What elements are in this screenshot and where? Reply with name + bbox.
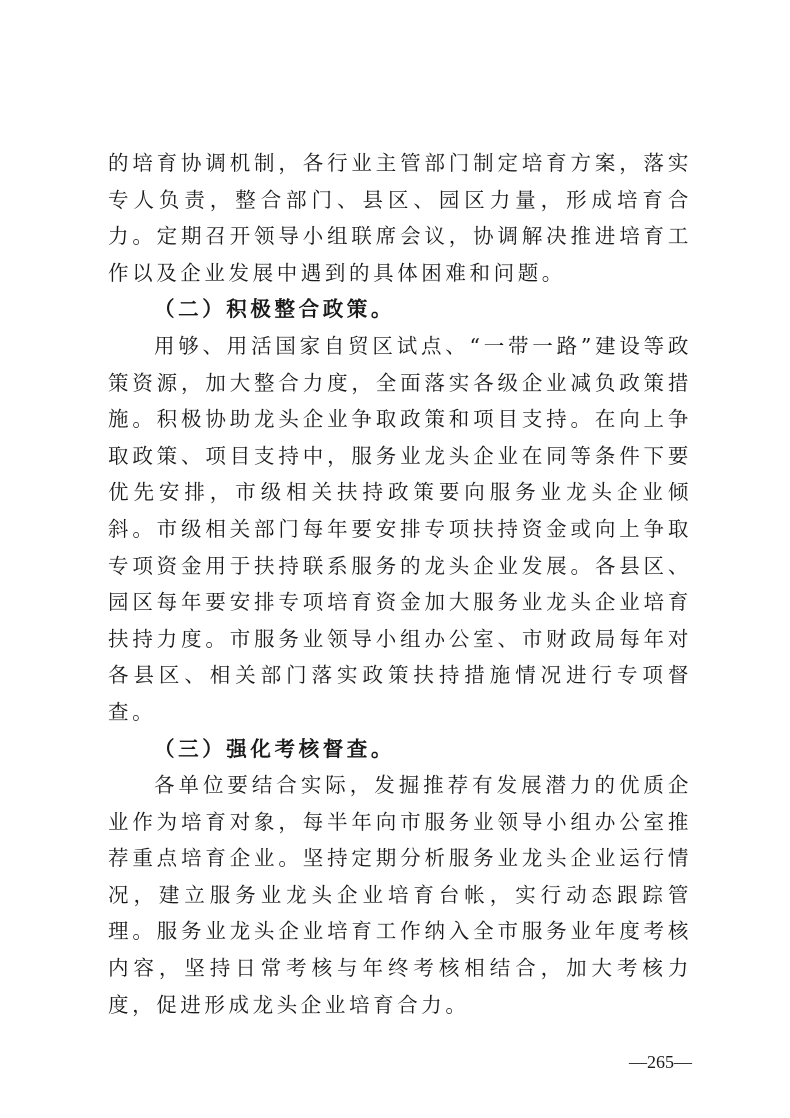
page-number: —265— xyxy=(629,1052,692,1072)
paragraph-assessment: 各单位要结合实际，发掘推荐有发展潜力的优质企业作为培育对象，每半年向市服务业领导小组办公室推荐重点培育企业。坚持定期分析服务业龙头企业运行情况，建立服务业龙头企业培育台帐，实行动态跟踪管理。服务业龙头企业培育工作纳入全市服务业年度考核内容，坚持日常考核与年终考核相结合，加大考核力度，促进形成龙头企业培育合力。 xyxy=(108,773,692,1017)
section-heading-2: （二）积极整合政策。 xyxy=(154,297,395,322)
body-text xyxy=(108,145,692,1023)
section-heading-3: （三）强化考核督查。 xyxy=(154,736,395,761)
paragraph-continuation: 的培育协调机制，各行业主管部门制定培育方案，落实专人负责，整合部门、县区、园区力量，形成培育合力。定期召开领导小组联席会议，协调解决推进培育工作以及企业发展中遇到的具体困难和问题。 xyxy=(108,151,692,285)
paragraph-policy: 用够、用活国家自贸区试点、“一带一路”建设等政策资源，加大整合力度，全面落实各级企业减负政策措施。积极协助龙头企业争取政策和项目支持。在向上争取政策、项目支持中，服务业龙头企业在同等条件下要优先安排，市级相关扶持政策要向服务业龙头企业倾斜。市级相关部门每年要安排专项扶持资金或向上争取专项资金用于扶持联系服务的龙头企业发展。各县区、园区每年要安排专项培育资金加大服务业龙头企业培育扶持力度。市服务业领导小组办公室、市财政局每年对各县区、相关部门落实政策扶持措施情况进行专项督查。 xyxy=(108,333,692,724)
